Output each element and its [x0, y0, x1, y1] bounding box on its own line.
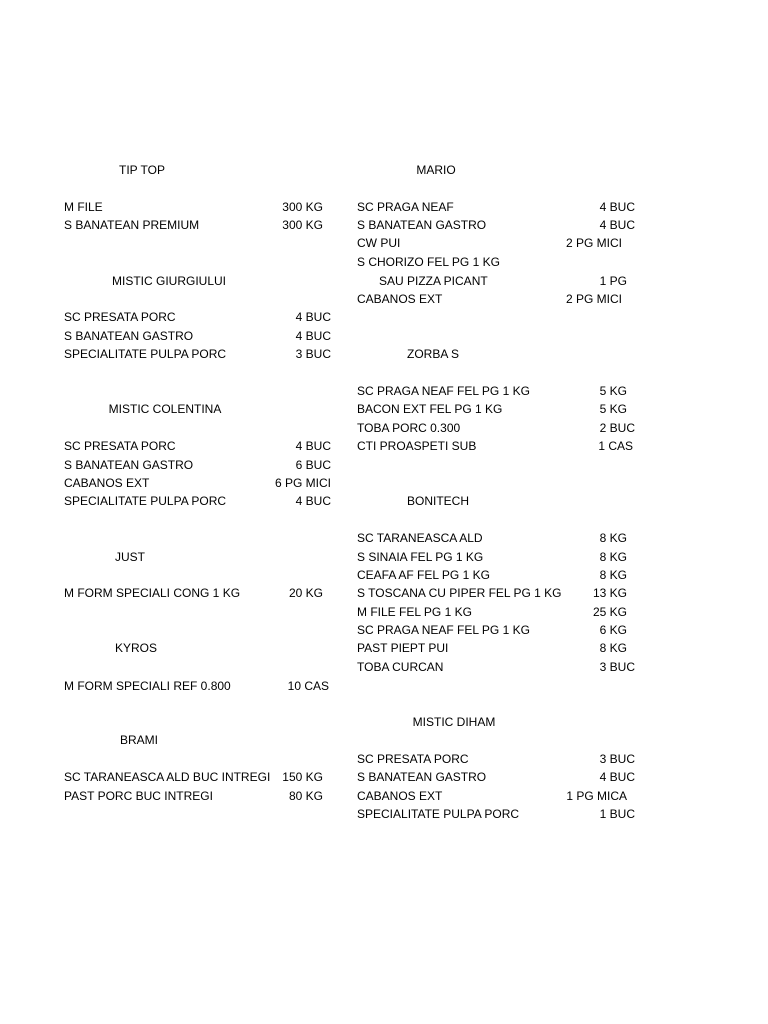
item-name: SPECIALITATE PULPA PORC [64, 347, 227, 361]
item-qty: 300 KG [282, 200, 323, 214]
item-name: CEAFA AF FEL PG 1 KG [357, 568, 490, 582]
item-qty: 300 KG [282, 218, 323, 232]
section-title-brami: BRAMI [119, 733, 159, 747]
section-title-just: JUST [115, 550, 145, 564]
item-name: S TOSCANA CU PIPER FEL PG 1 KG [357, 586, 562, 600]
item-name: S BANATEAN GASTRO [64, 329, 194, 343]
item-qty: 4 BUC [295, 494, 331, 508]
item-qty: 6 BUC [295, 458, 331, 472]
item-qty: 8 KG [599, 550, 627, 564]
item-name: S BANATEAN GASTRO [357, 218, 487, 232]
item-name: SC PRESATA PORC [64, 310, 176, 324]
item-qty: 3 BUC [295, 347, 331, 361]
item-name: SPECIALITATE PULPA PORC [357, 807, 520, 821]
item-name: S BANATEAN GASTRO [64, 458, 194, 472]
item-name: CW PUI [357, 236, 401, 250]
item-name: SC PRESATA PORC [357, 752, 469, 766]
item-name: SC TARANEASCA ALD [357, 531, 483, 545]
item-name: PAST PIEPT PUI [357, 641, 449, 655]
item-qty: 4 BUC [599, 770, 635, 784]
item-qty: 2 PG MICI [565, 236, 622, 250]
item-qty: 13 KG [592, 586, 627, 600]
item-qty: 150 KG [282, 770, 323, 784]
item-name: SPECIALITATE PULPA PORC [64, 494, 227, 508]
item-qty: 3 BUC [599, 752, 635, 766]
item-qty: 80 KG [288, 789, 323, 803]
section-title-mario: MARIO [416, 163, 456, 177]
item-qty: 1 PG MICA [566, 789, 627, 803]
item-name: M FILE FEL PG 1 KG [357, 605, 472, 619]
item-qty: 6 PG MICI [274, 476, 331, 490]
item-qty: 5 KG [599, 384, 627, 398]
item-qty: 4 BUC [295, 439, 331, 453]
item-qty: 25 KG [592, 605, 627, 619]
item-qty: 8 KG [599, 531, 627, 545]
item-name: S SINAIA FEL PG 1 KG [357, 550, 484, 564]
item-name: SC TARANEASCA ALD BUC INTREGI [64, 770, 271, 784]
item-name: PAST PORC BUC INTREGI [64, 789, 213, 803]
item-name: CABANOS EXT [357, 292, 443, 306]
item-qty: 4 BUC [295, 329, 331, 343]
item-name: CABANOS EXT [64, 476, 150, 490]
item-name: TOBA CURCAN [357, 660, 444, 674]
item-qty: 2 PG MICI [565, 292, 622, 306]
item-qty: 3 BUC [599, 660, 635, 674]
item-name: S BANATEAN PREMIUM [64, 218, 200, 232]
item-name: SC PRAGA NEAF FEL PG 1 KG [357, 623, 530, 637]
item-name: M FORM SPECIALI CONG 1 KG [64, 586, 241, 600]
item-qty: 20 KG [288, 586, 323, 600]
section-title-tip-top: TIP TOP [118, 163, 166, 177]
item-name: S CHORIZO FEL PG 1 KG [357, 255, 500, 269]
item-qty: 10 CAS [287, 679, 329, 693]
item-name: CTI PROASPETI SUB [357, 439, 477, 453]
item-name: S BANATEAN GASTRO [357, 770, 487, 784]
item-qty: 8 KG [599, 568, 627, 582]
item-name: CABANOS EXT [357, 789, 443, 803]
item-name: M FORM SPECIALI REF 0.800 [64, 679, 231, 693]
section-title-bonitech: BONITECH [406, 494, 470, 508]
item-qty: 8 KG [599, 641, 627, 655]
item-qty: 1 PG [599, 274, 627, 288]
item-qty: 6 KG [599, 623, 627, 637]
item-name: M FILE [64, 200, 103, 214]
item-qty: 1 BUC [599, 807, 635, 821]
item-name: SC PRAGA NEAF [357, 200, 454, 214]
section-title-mistic-diham: MISTIC DIHAM [412, 715, 496, 729]
section-title-mistic-giurgiului: MISTIC GIURGIULUI [111, 274, 227, 288]
item-qty: 5 KG [599, 402, 627, 416]
item-name: SC PRAGA NEAF FEL PG 1 KG [357, 384, 530, 398]
item-qty: 1 CAS [598, 439, 633, 453]
item-name: TOBA PORC 0.300 [357, 421, 461, 435]
item-name: BACON EXT FEL PG 1 KG [357, 402, 503, 416]
item-qty: 4 BUC [599, 218, 635, 232]
item-qty: 2 BUC [599, 421, 635, 435]
section-title-mistic-colentina: MISTIC COLENTINA [108, 402, 222, 416]
item-qty: 4 BUC [599, 200, 635, 214]
item-name: SC PRESATA PORC [64, 439, 176, 453]
item-qty: 4 BUC [295, 310, 331, 324]
item-name: SAU PIZZA PICANT [379, 274, 488, 288]
section-title-zorba-s: ZORBA S [406, 347, 460, 361]
section-title-kyros: KYROS [114, 641, 158, 655]
